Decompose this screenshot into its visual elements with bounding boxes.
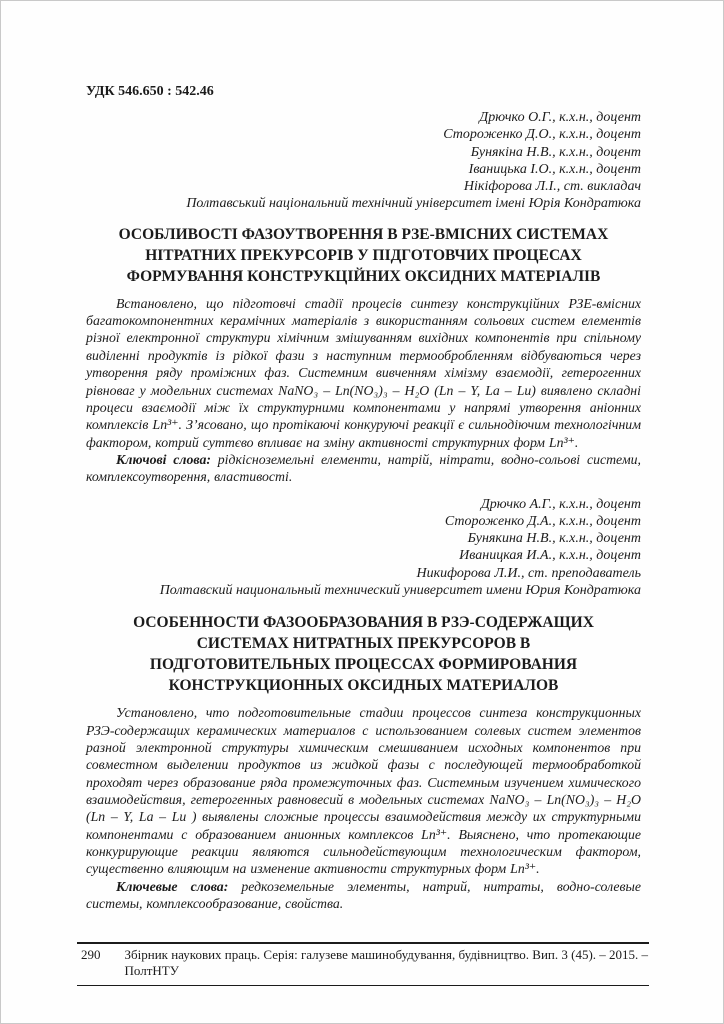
ru-author-line: Стороженко Д.А., к.х.н., доцент	[444, 513, 641, 529]
uk-keywords-label: Ключові слова:	[116, 451, 211, 467]
footer-citation: Збірник наукових праць. Серія: галузеве машинобудування, будівництво. Вип. 3 (45). – 2015. – ПолтНТУ	[124, 947, 649, 978]
ru-affiliation: Полтавский национальный технический университет имени Юрия Кондратюка	[159, 583, 641, 599]
ru-keywords-text: редкоземельные элементы, натрий, нитраты, водно-солевые системы, комплексообразование, свойства.	[86, 878, 642, 912]
ru-keywords-label: Ключевые слова:	[116, 878, 229, 894]
uk-title-line: ФОРМУВАННЯ КОНСТРУКЦІЙНИХ ОКСИДНИХ МАТЕРІАЛІВ	[126, 267, 601, 285]
uk-authors-block	[86, 109, 641, 213]
page-footer	[77, 942, 649, 986]
uk-keywords-text: рідкісноземельні елементи, натрій, нітрати, водно-сольові системи, комплексоутворення, властивості.	[86, 451, 641, 485]
page-content	[86, 83, 641, 912]
ru-title-line: СИСТЕМАХ НИТРАТНЫХ ПРЕКУРСОРОВ В	[196, 635, 531, 653]
uk-title-line: НІТРАТНИХ ПРЕКУРСОРІВ У ПІДГОТОВЧИХ ПРОЦЕСАХ	[145, 246, 582, 264]
uk-title	[86, 224, 641, 287]
footer-page-number: 290	[81, 947, 101, 962]
uk-abstract-paragraph	[86, 295, 641, 451]
uk-author-line: Бунякіна Н.В., к.х.н., доцент	[470, 144, 641, 160]
ru-author-line: Иваницкая И.А., к.х.н., доцент	[459, 548, 641, 564]
ru-title-line: ОСОБЕННОСТИ ФАЗООБРАЗОВАНИЯ В РЗЭ-СОДЕРЖАЩИХ	[133, 614, 594, 632]
ru-title-line: КОНСТРУКЦИОННЫХ ОКСИДНЫХ МАТЕРИАЛОВ	[168, 677, 559, 695]
ru-author-line: Дрючко А.Г., к.х.н., доцент	[480, 496, 641, 512]
uk-abstract-block	[86, 295, 641, 486]
ru-authors-block	[86, 496, 641, 600]
udc-code: УДК 546.650 : 542.46	[86, 84, 214, 99]
ru-author-line: Никифорова Л.И., ст. преподаватель	[416, 565, 641, 581]
uk-author-line: Стороженко Д.О., к.х.н., доцент	[443, 127, 641, 143]
uk-author-line: Іваницька І.О., к.х.н., доцент	[468, 161, 641, 177]
ru-abstract-text: Установлено, что подготовительные стадии процессов синтеза конструкционных РЗЭ-содержащих керамических материалов с использованием солевых систем элементов разной электронной структуры химическим смешиванием исходных компонентов при совместном выделении продуктов из жидкой фазы с последующей термообработкой проходят через образование ряда промежуточных фаз. Системным изучением химического взаимодействия, гетерогенных равновесий в модельных системах NaNO₃ – Ln(NO₃)₃ – H₂O (Ln – Y, La – Lu ) выявлены сложные процессы взаимодействия между их структурными компонентами с образованием анионных комплексов Ln³⁺. Выяснено, что протекающие конкурирующие реакции являются сильнодействующим технологическим фактором, существенно влияющим на изменение активности структурных форм Ln³⁺.	[86, 705, 641, 877]
uk-author-line: Нікіфорова Л.І., ст. викладач	[463, 179, 641, 195]
ru-title	[86, 612, 641, 696]
uk-title-line: ОСОБЛИВОСТІ ФАЗОУТВОРЕННЯ В РЗЕ-ВМІСНИХ СИСТЕМАХ	[118, 225, 609, 243]
ru-abstract-block	[86, 704, 641, 912]
ru-title-line: ПОДГОТОВИТЕЛЬНЫХ ПРОЦЕССАХ ФОРМИРОВАНИЯ	[149, 656, 578, 674]
uk-keywords-paragraph	[86, 451, 641, 486]
uk-affiliation: Полтавський національний технічний університет імені Юрія Кондратюка	[186, 196, 641, 212]
uk-author-line: Дрючко О.Г., к.х.н., доцент	[479, 110, 641, 125]
ru-author-line: Бунякина Н.В., к.х.н., доцент	[467, 531, 641, 547]
uk-abstract-text: Встановлено, що підготовчі стадії процесів синтезу конструкційних РЗЕ-вмісних багатокомпонентних керамічних матеріалів з використанням сольових систем елементів різної електронної структури хімічним змішуванням вихідних компонентів при спільному виділенні продуктів із рідкої фази з наступним термообробленням відбуваються через утворення ряду проміжних фаз. Системним вивченням хімізму взаємодії, гетерогенних рівноваг у модельних системах NaNO₃ – Ln(NO₃)₃ – H₂O (Ln – Y, La – Lu) виявлено складні процеси взаємодії між їх структурними компонентами у напрямі утворення аніонних комплексів Ln³⁺. З’ясовано, що протікаючі конкуруючі реакції є сильнодіючим технологічним фактором, котрий суттєво впливає на зміну активності структурних форм Ln³⁺.	[86, 295, 641, 450]
ru-abstract-paragraph	[86, 704, 641, 877]
ru-keywords-paragraph	[86, 878, 641, 913]
